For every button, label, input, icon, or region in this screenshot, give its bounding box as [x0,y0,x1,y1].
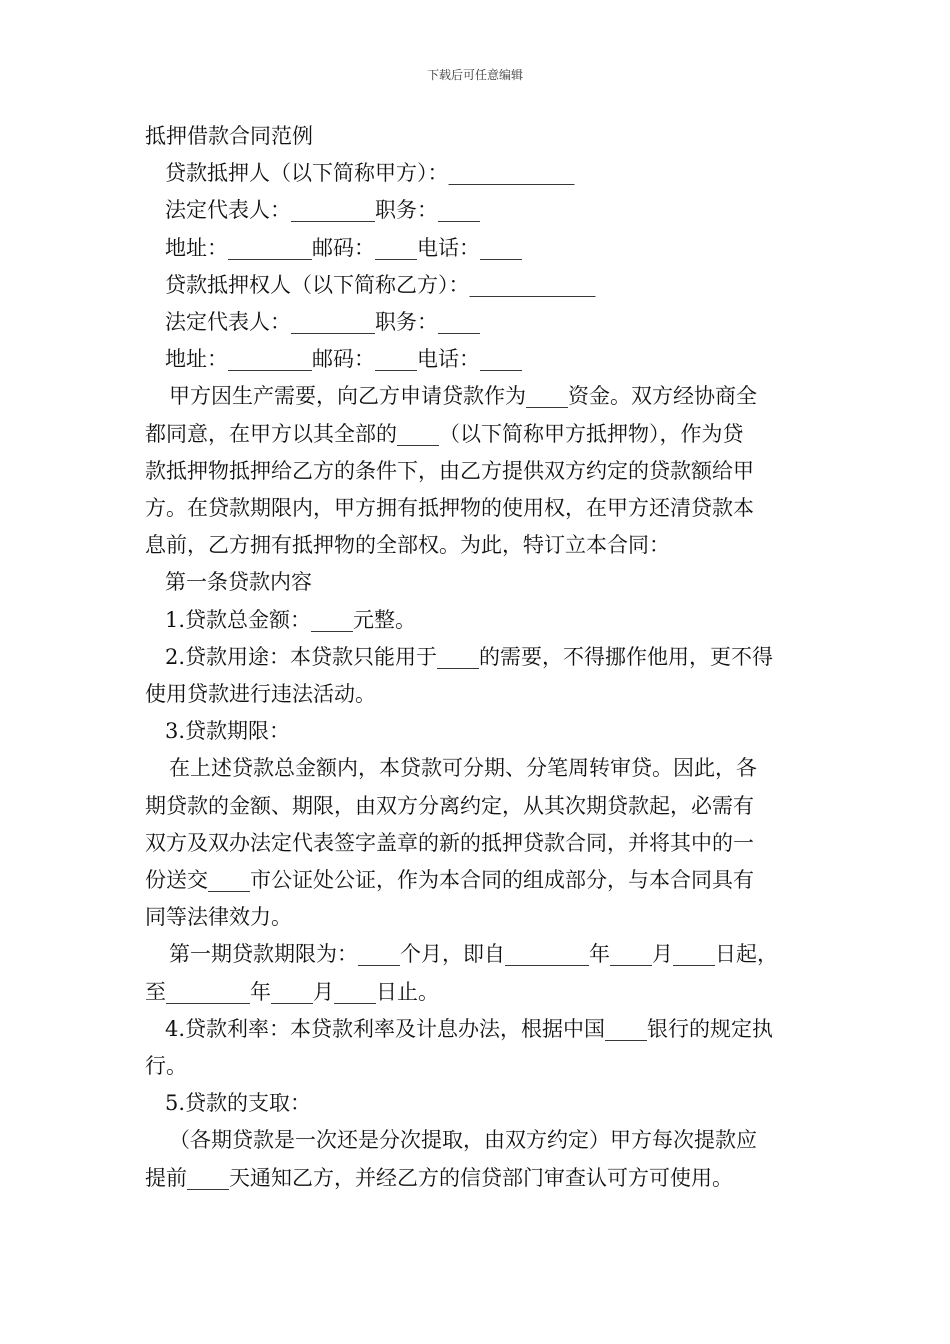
document-line: 4.贷款利率：本贷款利率及计息办法，根据中国____银行的规定执 [165,1016,774,1041]
document-line: 期贷款的金额、期限，由双方分离约定，从其次期贷款起，必需有 [145,793,754,818]
document-line: 第一期贷款期限为：____个月，即自________年____月____日起， [169,942,778,967]
document-line: 份送交____市公证处公证，作为本合同的组成部分，与本合同具有 [145,868,754,893]
document-line: 使用贷款进行违法活动。 [145,682,376,707]
document-line: 至________年____月____日止。 [145,979,439,1004]
document-body [145,118,825,1197]
document-line: 在上述贷款总金额内，本贷款可分期、分笔周转审贷。因此，各 [169,756,757,781]
document-line: 贷款抵押人（以下简称甲方）：____________ [165,161,575,186]
document-line: 第一条贷款内容 [165,570,312,595]
document-line: 2.贷款用途：本贷款只能用于____的需要，不得挪作他用，更不得 [165,644,774,669]
document-title: 抵押借款合同范例 [145,124,313,148]
document-line: 同等法律效力。 [145,905,292,930]
page-header: 下载后可任意编辑 [426,68,523,82]
document-line: 1.贷款总金额：____元整。 [165,607,417,632]
document-line: 息前，乙方拥有抵押物的全部权。为此，特订立本合同： [145,533,670,558]
document-line: 行。 [145,1054,187,1079]
document-line: 地址：________邮码：____电话：____ [165,347,522,372]
document-line: 法定代表人：________职务：____ [165,310,480,335]
document-line: 贷款抵押权人（以下简称乙方）：____________ [165,272,596,297]
document-lines [145,155,825,1197]
document-line: 3.贷款期限： [165,719,291,744]
document-line: 提前____天通知乙方，并经乙方的信贷部门审查认可方可使用。 [145,1165,733,1190]
document-line: 法定代表人：________职务：____ [165,198,480,223]
document-line: 甲方因生产需要，向乙方申请贷款作为____资金。双方经协商全 [169,384,757,409]
document-line: 地址：________邮码：____电话：____ [165,235,522,260]
document-line: （各期贷款是一次还是分次提取，由双方约定）甲方每次提款应 [169,1128,757,1153]
document-line: 都同意，在甲方以其全部的____（以下简称甲方抵押物），作为贷 [145,421,744,446]
document-line: 双方及双办法定代表签字盖章的新的抵押贷款合同，并将其中的一 [145,830,754,855]
document-line: 5.贷款的支取： [165,1091,312,1116]
document-line: 款抵押物抵押给乙方的条件下，由乙方提供双方约定的贷款额给甲 [145,458,754,483]
document-line: 方。在贷款期限内，甲方拥有抵押物的使用权，在甲方还清贷款本 [145,496,754,521]
